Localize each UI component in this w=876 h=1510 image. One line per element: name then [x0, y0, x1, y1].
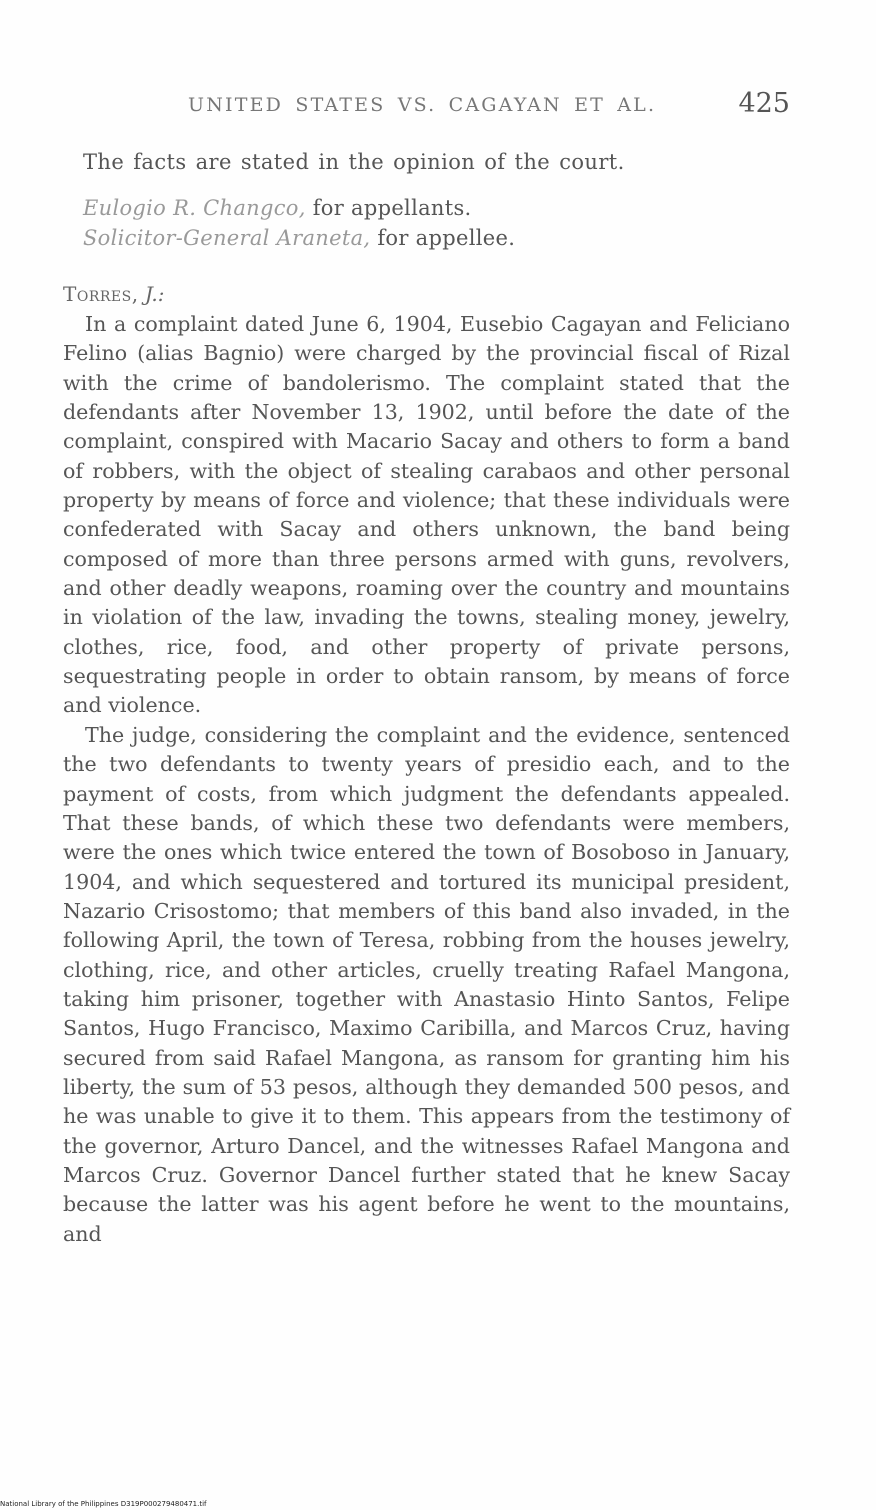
counsel-role: for appellants. — [305, 196, 472, 220]
counsel-appellee — [83, 226, 515, 250]
running-head: UNITED STATES VS. CAGAYAN ET AL. — [188, 94, 657, 116]
opinion-author — [63, 282, 165, 306]
counsel-role: for appellee. — [370, 226, 516, 250]
page-number: 425 — [738, 88, 790, 119]
judge-name: Torres, — [63, 282, 139, 306]
counsel-appellants — [83, 196, 472, 220]
counsel-name: Eulogio R. Changco, — [83, 196, 306, 220]
counsel-name: Solicitor-General Araneta, — [83, 226, 371, 250]
page-header — [63, 88, 790, 132]
intro-line: The facts are stated in the opinion of the court. — [83, 150, 625, 174]
opinion-paragraph: The judge, considering the complaint and the evidence, sentenced the two defendants to twenty years of presidio each, and to the payment of costs, from which judgment the defendants appealed. That these bands, of which these two defendants were members, were the ones which twice entered the town of Bosoboso in January, 1904, and which sequestered and tortured its municipal president, Nazario Crisostomo; that members of this band also invaded, in the following April, the town of Teresa, robbing from the houses jewelry, clothing, rice, and other articles, cruelly treating Rafael Mangona, taking him prisoner, together with Anastasio Hinto Santos, Felipe Santos, Hugo Francisco, Maximo Caribilla, and Marcos Cruz, having secured from said Rafael Mangona, as ransom for granting him his liberty, the sum of 53 pesos, although they demanded 500 pesos, and he was unable to give it to them. This appears from the testimony of the governor, Arturo Dancel, and the witnesses Rafael Mangona and Marcos Cruz. Governor Dancel further stated that he knew Sacay because the latter was his agent before he went to the mountains, and — [63, 722, 790, 1246]
judge-title: J.: — [138, 282, 165, 306]
opinion-paragraph: In a complaint dated June 6, 1904, Eusebio Cagayan and Feliciano Felino (alias Bagnio) were charged by the provincial fiscal of Rizal with the crime of bandolerismo. The complaint stated that the defendants after November 13, 1902, until before the date of the complaint, conspired with Macario Sacay and others to form a band of robbers, with the object of stealing carabaos and other personal property by means of force and violence; that these individuals were confederated with Sacay and others unknown, the band being composed of more than three persons armed with guns, revolvers, and other deadly weapons, roaming over the country and mountains in violation of the law, invading the towns, stealing money, jewelry, clothes, rice, food, and other property of private persons, sequestrating people in order to obtain ransom, by means of force and violence. — [63, 312, 790, 718]
scan-footer: National Library of the Philippines D319P000279480471.tif — [0, 1500, 207, 1508]
opinion-body — [63, 310, 790, 1249]
book-page — [63, 0, 790, 1480]
